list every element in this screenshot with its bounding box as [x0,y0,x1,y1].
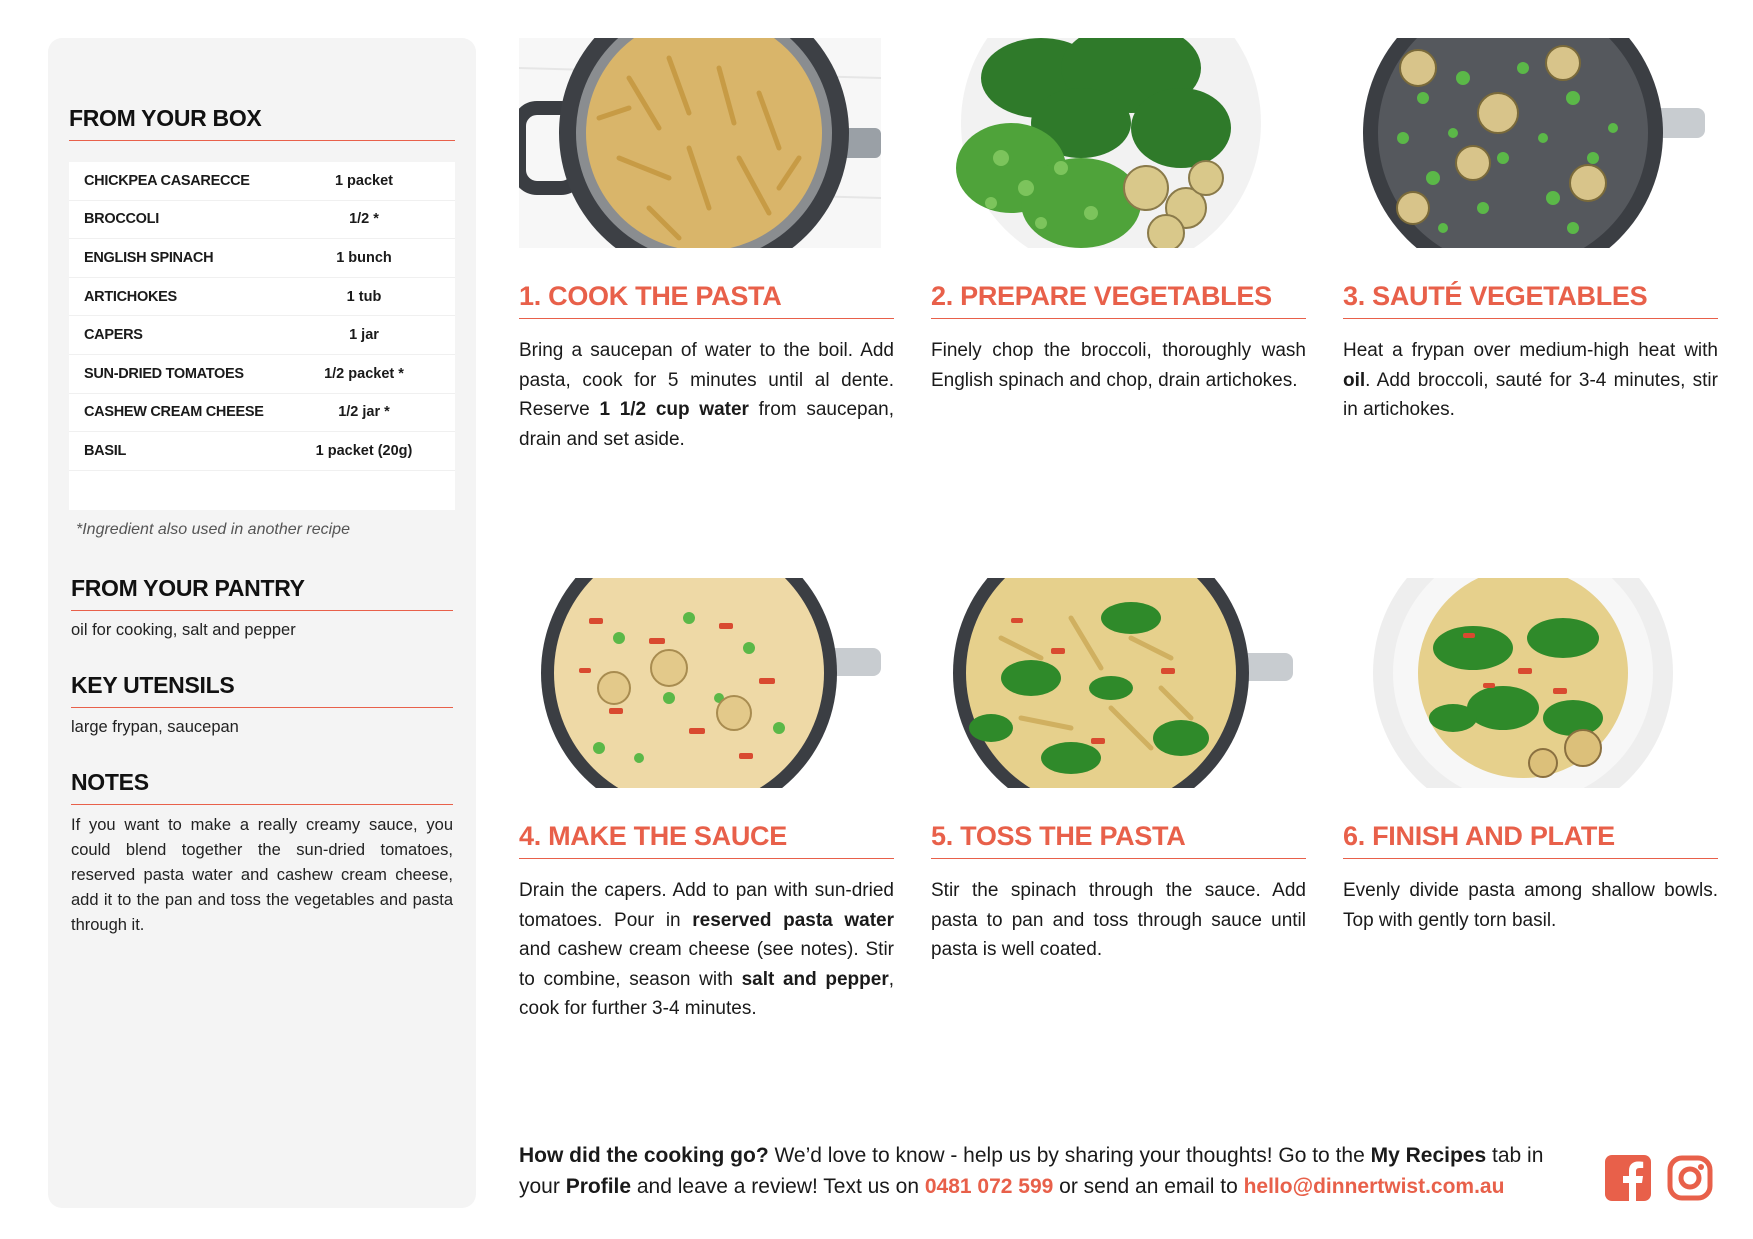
ingredient-row [69,278,455,317]
step-6 [1343,578,1718,1038]
step-2-image [931,38,1293,248]
step-3-title: 3. SAUTÉ VEGETABLES [1343,281,1718,319]
review-footer [519,1140,1579,1202]
step-2-text [931,336,1306,395]
footer-phone-link[interactable]: 0481 072 599 [924,1175,1054,1198]
step-text-part: and cashew cream cheese (see notes). Stir to combine, season with [519,939,894,990]
facebook-icon[interactable] [1605,1155,1651,1201]
step-text-bold: 1 1/2 cup water [599,399,749,420]
footer-email-link[interactable]: hello@dinnertwist.com.au [1243,1175,1505,1198]
ingredients-sidebar [48,38,476,1208]
step-6-title: 6. FINISH AND PLATE [1343,821,1718,859]
step-5-title: 5. TOSS THE PASTA [931,821,1306,859]
ingredient-qty: 1 packet (20g) [315,442,413,459]
ingredient-footnote: *Ingredient also used in another recipe [76,521,350,538]
step-6-text [1343,876,1718,935]
ingredient-qty: 1 packet [334,172,394,189]
ingredient-name: BROCCOLI [84,211,159,228]
step-2-title: 2. PREPARE VEGETABLES [931,281,1306,319]
step-5 [931,578,1306,1038]
step-1-title: 1. COOK THE PASTA [519,281,894,319]
footer-text: We’d love to know - help us by sharing your thoughts! Go to the [768,1144,1371,1167]
step-5-image [931,578,1293,788]
from-your-pantry-title: FROM YOUR PANTRY [71,575,453,611]
step-6-image [1343,578,1705,788]
pantry-text: oil for cooking, salt and pepper [71,621,296,639]
step-text-part: Heat a frypan over medium-high heat with [1343,340,1718,361]
notes-title: NOTES [71,769,453,805]
ingredient-name: CAPERS [84,327,143,344]
ingredient-qty: 1/2 packet * [324,365,404,382]
step-2 [931,38,1306,458]
instagram-icon[interactable] [1667,1155,1713,1201]
footer-profile: Profile [565,1175,632,1198]
ingredient-row [69,432,455,471]
ingredient-name: BASIL [84,442,127,459]
notes-text: If you want to make a really creamy sauce, you could blend together the sun-dried tomatoes, reserved pasta water and cashew cream cheese, add it to the pan and toss the vegetables and pasta through it. [71,816,453,934]
ingredient-row [69,394,455,433]
ingredient-name: CASHEW CREAM CHEESE [84,404,264,421]
step-text-part: Drain the capers. Add to pan with sun-dried tomatoes. Pour in [519,880,894,931]
footer-text: tab in your [519,1144,1544,1198]
step-3-image [1343,38,1705,248]
step-1 [519,38,894,458]
footer-text: and leave a review! Text us on [631,1175,925,1198]
ingredient-row [69,316,455,355]
step-text-part: Bring a saucepan of water to the boil. Add pasta, cook for 5 minutes until al dente. Reserve [519,340,894,420]
key-utensils-title: KEY UTENSILS [71,672,453,708]
step-text-bold: reserved pasta water [692,909,894,931]
ingredient-qty: 1/2 * [349,211,379,228]
from-your-box-title: FROM YOUR BOX [69,105,455,141]
step-1-text [519,336,894,454]
step-4-text [519,876,894,1024]
step-text-part: Evenly divide pasta among shallow bowls. Top with gently torn basil. [1343,880,1718,931]
ingredient-row [69,355,455,394]
ingredient-row [69,162,455,201]
ingredient-name: ENGLISH SPINACH [84,249,214,266]
footer-text: or send an email to [1053,1175,1244,1198]
step-3-text [1343,336,1718,425]
ingredient-name: ARTICHOKES [84,288,177,305]
step-1-image [519,38,881,248]
step-text-part: . Add broccoli, sauté for 3-4 minutes, stir in artichokes. [1343,369,1718,420]
ingredient-qty: 1 bunch [336,249,392,266]
step-4-image [519,578,881,788]
ingredient-name: CHICKPEA CASARECCE [84,172,250,189]
ingredient-qty: 1 tub [346,288,382,305]
ingredient-name: SUN-DRIED TOMATOES [84,365,244,382]
utensils-text: large frypan, saucepan [71,718,239,736]
ingredient-qty: 1 jar [349,327,379,344]
ingredients-table [69,162,455,510]
ingredient-qty: 1/2 jar * [338,404,390,421]
step-text-part: Stir the spinach through the sauce. Add pasta to pan and toss through sauce until pasta is well coated. [931,880,1306,960]
step-4-title: 4. MAKE THE SAUCE [519,821,894,859]
step-5-text [931,876,1306,965]
footer-question: How did the cooking go? [519,1144,769,1167]
footer-my-recipes: My Recipes [1370,1144,1487,1167]
step-text-part: from saucepan, drain and set aside. [519,399,895,450]
step-text-bold: oil [1343,369,1366,391]
ingredient-row [69,201,455,240]
step-4 [519,578,894,1038]
step-text-part: , cook for further 3-4 minutes. [519,968,894,1019]
step-3 [1343,38,1718,458]
step-text-part: Finely chop the broccoli, thoroughly wash English spinach and chop, drain artichokes. [931,340,1306,391]
ingredient-row [69,239,455,278]
step-text-bold: salt and pepper [741,968,889,990]
